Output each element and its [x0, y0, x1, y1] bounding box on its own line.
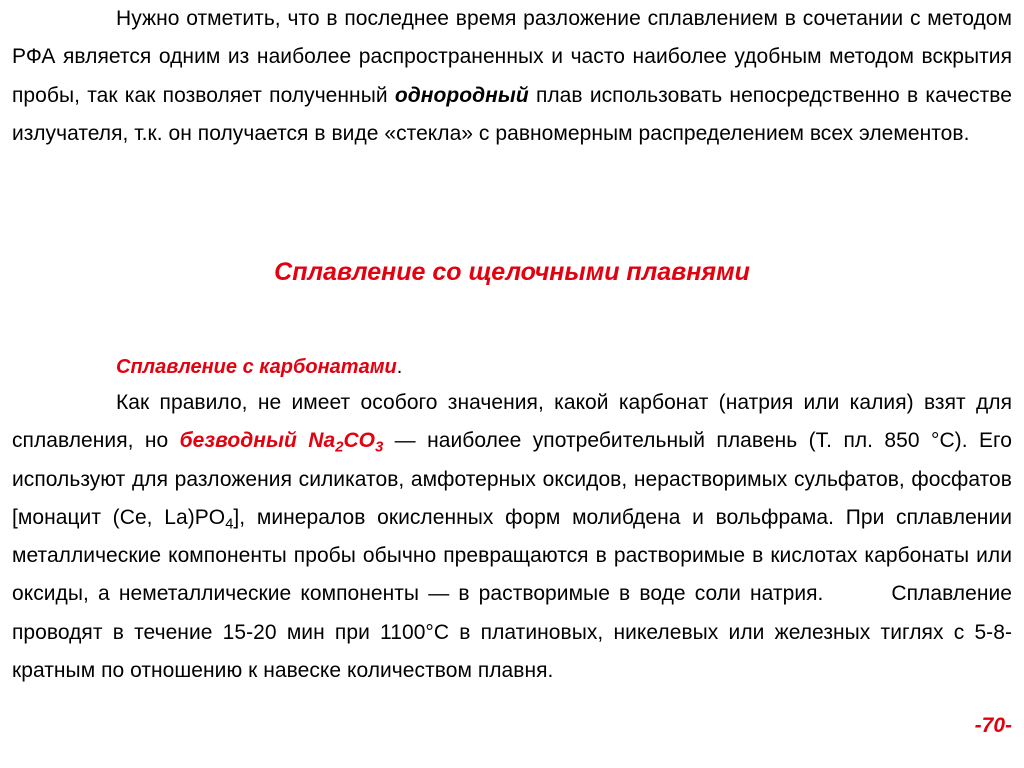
- carbonate-text-middle: — наиболее употребительный плавень (Т. пл. 850 °С). Его используют для разложения силикатов, амфотерных оксидов, нерастворимых сульфатов, фосфатов [монацит (Ce, La)PO: [12, 429, 1012, 529]
- intro-text-start: Нужно отметить, что в последнее время разложение сплавлением в сочетании с методом РФА является одним из наиболее распространенных и часто наиболее удобным методом вскрытия пробы, так как позволяет полученный: [12, 7, 1012, 107]
- po4-subscript: 4: [225, 516, 234, 533]
- formula-na-sub: 2: [335, 439, 344, 456]
- formula-na: Na: [308, 429, 336, 453]
- page-number: -70-: [974, 714, 1012, 737]
- intro-emphasis-homogeneous: однородный: [394, 83, 529, 107]
- carbonate-paragraph: [12, 384, 1012, 690]
- formula-co-sub: 3: [375, 439, 384, 456]
- carbonate-text-final: Сплавление проводят в течение 15-20 мин при 1100°С в платиновых, никелевых или железных тиглях с 5-8-кратным по отношению к навеске количеством плавня.: [12, 582, 1012, 683]
- subsection-heading-label: Сплавление с карбонатами: [116, 356, 397, 378]
- carbonate-text-start: Как правило, не имеет особого значения, какой карбонат (натрия или калия) взят для сплавления, но: [12, 391, 1012, 453]
- subsection-heading-punct: .: [396, 356, 403, 378]
- subsection-heading: [116, 356, 402, 379]
- formula-na2co3: [308, 429, 384, 456]
- intro-text-end: плав использовать непосредственно в качестве излучателя, т.к. он получается в виде «стекла» с равномерным распределением всех элементов.: [12, 83, 1012, 145]
- carbonate-text-continued: ], минералов окисленных форм молибдена и вольфрама. При сплавлении металлические компоненты пробы обычно превращаются в растворимые в кислотах карбонаты или оксиды, а неметаллические компоненты — в растворимые в воде соли натрия.: [12, 505, 1012, 606]
- anhydrous-emphasis: безводный: [179, 429, 297, 453]
- intro-paragraph: [12, 0, 1012, 153]
- formula-co: CO: [343, 429, 376, 453]
- section-heading: Сплавление со щелочными плавнями: [274, 258, 750, 286]
